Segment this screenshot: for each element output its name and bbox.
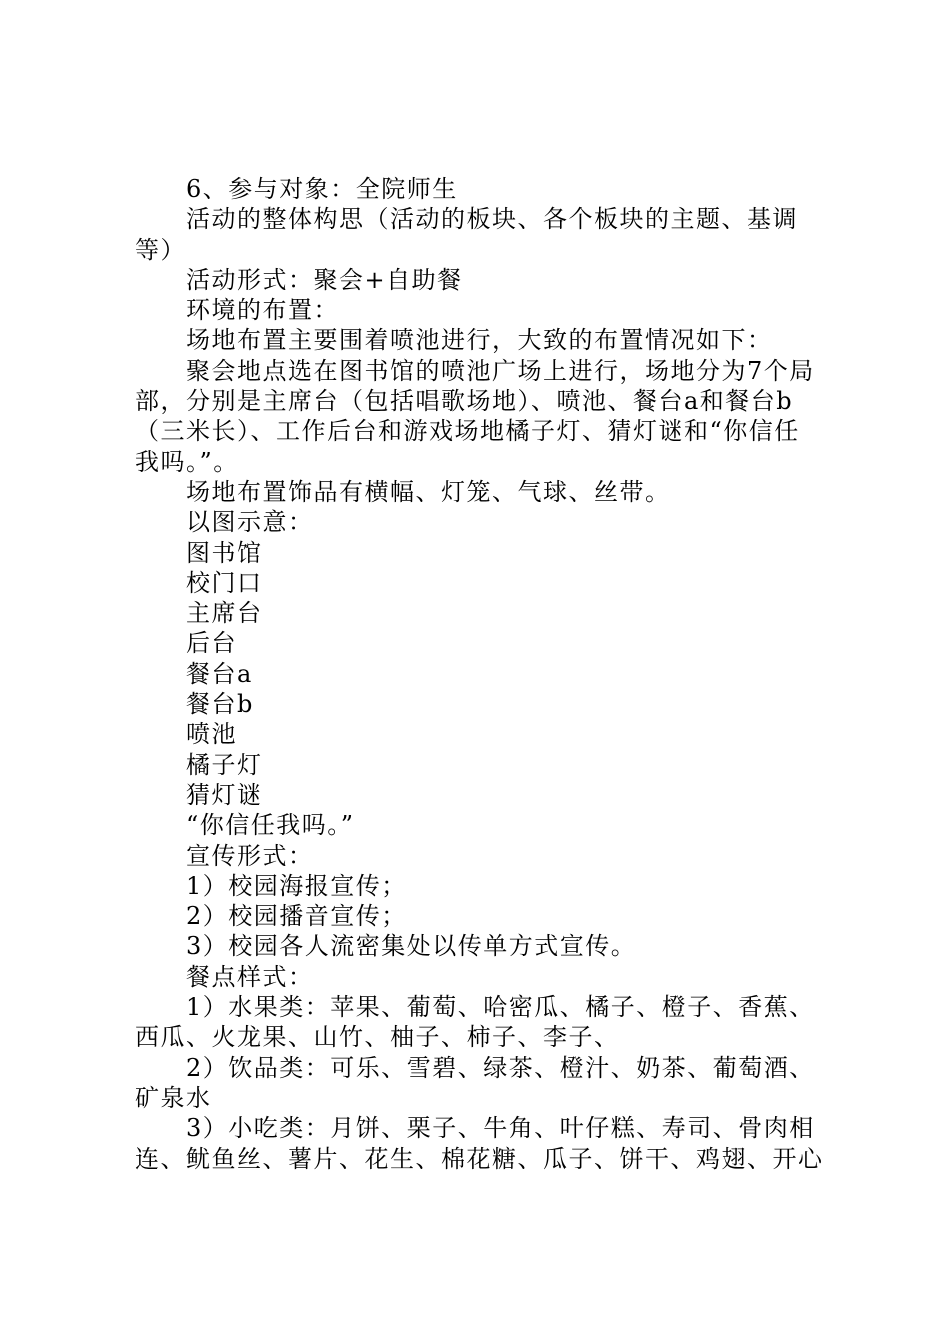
paragraph-menu-heading: 餐点样式： [186, 962, 314, 991]
diagram-item: 图书馆 [186, 538, 263, 567]
promotion-item: 3）校园各人流密集处以传单方式宣传。 [186, 932, 637, 961]
diagram-item: 校门口 [186, 568, 263, 597]
paragraph-activity-form: 活动形式：聚会+自助餐 [186, 265, 463, 294]
menu-item-fruits: 1）水果类：苹果、葡萄、哈密瓜、橘子、橙子、香蕉、西瓜、火龙果、山竹、柚子、柿子、李子、 [135, 993, 815, 1052]
menu-item-drinks: 2）饮品类：可乐、雪碧、绿茶、橙汁、奶茶、葡萄酒、矿泉水 [135, 1053, 815, 1112]
diagram-item: 餐台b [186, 690, 254, 719]
paragraph-environment-heading: 环境的布置： [186, 296, 339, 325]
diagram-item: 主席台 [186, 599, 263, 628]
diagram-item: 猜灯谜 [186, 780, 263, 809]
paragraph-participants: 6、参与对象：全院师生 [186, 175, 458, 203]
paragraph-promotion-heading: 宣传形式： [186, 841, 314, 870]
menu-item-snacks: 3）小吃类：月饼、栗子、牛角、叶仔糕、寿司、骨肉相连、鱿鱼丝、薯片、花生、棉花糖、瓜子、饼干、鸡翅、开心 [135, 1114, 824, 1173]
diagram-item: “你信任我吗。” [186, 811, 355, 840]
paragraph-layout-intro: 场地布置主要围着喷池进行，大致的布置情况如下： [186, 326, 773, 355]
paragraph-decorations: 场地布置饰品有横幅、灯笼、气球、丝带。 [186, 477, 671, 506]
diagram-item: 后台 [186, 629, 237, 658]
diagram-item: 橘子灯 [186, 750, 263, 779]
paragraph-overall-concept: 活动的整体构思（活动的板块、各个板块的主题、基调等） [135, 205, 798, 264]
document-body [135, 174, 825, 1174]
diagram-item: 餐台a [186, 659, 253, 688]
promotion-item: 1）校园海报宣传； [186, 871, 407, 900]
paragraph-venue-description: 聚会地点选在图书馆的喷池广场上进行，场地分为7个局部，分别是主席台（包括唱歌场地）、喷池、餐台a和餐台b（三米长）、工作后台和游戏场地橘子灯、猜灯谜和“你信任我吗。”。 [135, 356, 815, 476]
promotion-item: 2）校园播音宣传； [186, 902, 407, 931]
paragraph-diagram-heading: 以图示意： [186, 508, 314, 537]
diagram-item: 喷池 [186, 720, 237, 749]
